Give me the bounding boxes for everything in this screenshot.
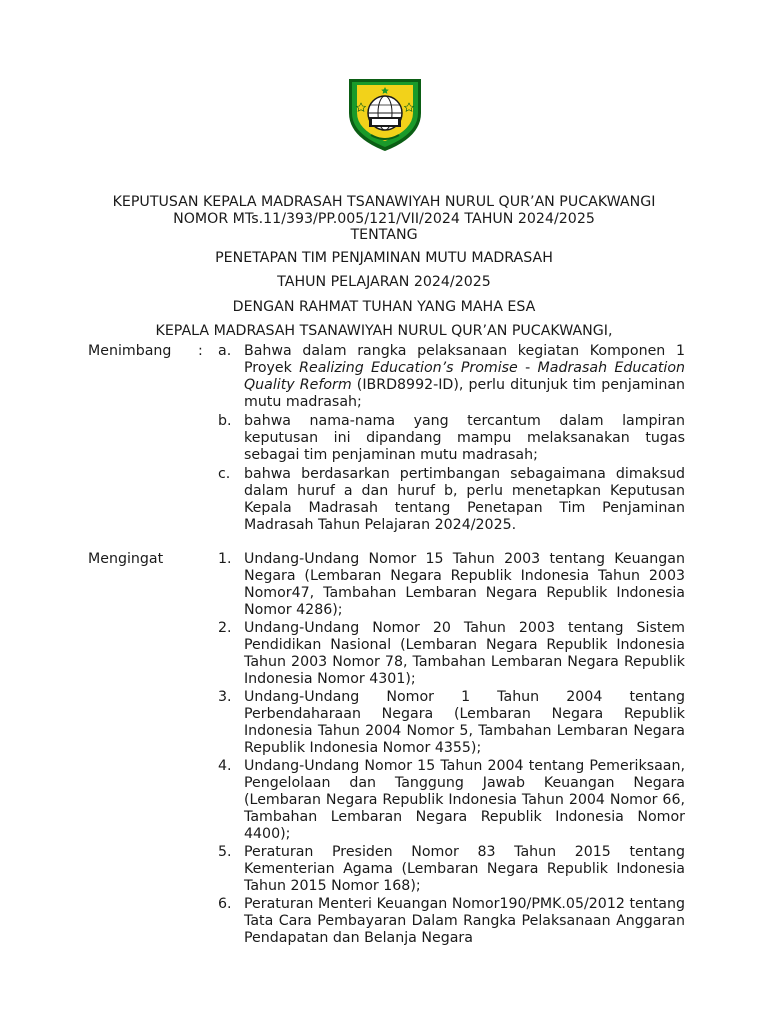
- mengingat-item-2: [0, 620, 768, 688]
- item-text: Peraturan Presiden Nomor 83 Tahun 2015 tentang Kementerian Agama (Lembaran Negara Republik Indonesia Tahun 2015 Nomor 168);: [244, 844, 685, 894]
- item-number: 5.: [218, 844, 232, 860]
- item-marker: a.: [218, 343, 232, 359]
- menimbang-label: Menimbang: [88, 343, 172, 359]
- decree-body: [0, 343, 768, 948]
- menimbang-item-a: [0, 343, 768, 411]
- academic-year: TAHUN PELAJARAN 2024/2025: [277, 274, 491, 290]
- invocation: DENGAN RAHMAT TUHAN YANG MAHA ESA: [232, 298, 536, 315]
- mengingat-item-3: [0, 689, 768, 757]
- item-marker: b.: [218, 413, 232, 429]
- project-subtitle: Madrasah Education Quality Reform: [244, 360, 685, 393]
- decree-number: NOMOR MTs.11/393/PP.005/121/VII/2024 TAHUN 2024/2025: [173, 210, 595, 227]
- item-text: Bahwa dalam rangka pelaksanaan kegiatan Komponen 1 Proyek Realizing Education’s Promise - Madrasah Education Quality Reform (IBRD8992-ID), perlu ditunjuk tim penjaminan mutu madrasah;: [244, 343, 686, 410]
- decree-header: [60, 194, 708, 340]
- menimbang-colon: :: [198, 343, 203, 359]
- mengingat-item-4: [0, 758, 768, 843]
- item-number: 4.: [218, 758, 232, 774]
- item-number: 6.: [218, 896, 232, 912]
- item-text: Undang-Undang Nomor 15 Tahun 2004 tentang Pemeriksaan, Pengelolaan dan Tanggung Jawab Keuangan Negara (Lembaran Negara Republik Indonesia Tahun 2004 Nomor 66, Tambahan Lembaran Negara Republik Indonesia Nomor 4400);: [244, 758, 685, 842]
- menimbang-item-b: [0, 413, 768, 464]
- issuer-title: KEPALA MADRASAH TSANAWIYAH NURUL QUR’AN PUCAKWANGI,: [155, 323, 613, 339]
- item-text: Undang-Undang Nomor 1 Tahun 2004 tentang Perbendaharaan Negara (Lembaran Negara Republik Indonesia Tahun 2004 Nomor 5, Tambahan Lembaran Negara Republik Indonesia Nomor 4355);: [244, 689, 685, 756]
- mengingat-section: [0, 551, 768, 947]
- decree-subject: PENETAPAN TIM PENJAMINAN MUTU MADRASAH: [215, 249, 553, 266]
- item-text: Undang-Undang Nomor 15 Tahun 2003 tentang Keuangan Negara (Lembaran Negara Republik Indonesia Tahun 2003 Nomor47, Tambahan Lembaran Negara Republik Indonesia Nomor 4286);: [244, 551, 685, 618]
- item-text: bahwa nama-nama yang tercantum dalam lampiran keputusan ini dipandang mampu melaksanakan tugas sebagai tim penjaminan mutu madrasah;: [244, 413, 685, 463]
- menimbang-section: [0, 343, 768, 534]
- project-name: Realizing Education’s Promise: [299, 360, 518, 376]
- menimbang-item-c: [0, 466, 768, 534]
- item-text: Peraturan Menteri Keuangan Nomor190/PMK.05/2012 tentang Tata Cara Pembayaran Dalam Rangka Pelaksanaan Anggaran Pendapatan dan Belanja Negara: [244, 896, 685, 946]
- item-number: 3.: [218, 689, 232, 705]
- decree-title: KEPUTUSAN KEPALA MADRASAH TSANAWIYAH NURUL QUR’AN PUCAKWANGI: [112, 194, 656, 210]
- item-text: Undang-Undang Nomor 20 Tahun 2003 tentang Sistem Pendidikan Nasional (Lembaran Negara Republik Indonesia Tahun 2003 Nomor 78, Tambahan Lembaran Negara Republik Indonesia Nomor 4301);: [244, 620, 685, 687]
- mengingat-label: Mengingat: [88, 551, 164, 567]
- item-number: 1.: [218, 551, 232, 567]
- mengingat-item-5: [0, 844, 768, 895]
- item-text: bahwa berdasarkan pertimbangan sebagaimana dimaksud dalam huruf a dan huruf b, perlu menetapkan Keputusan Kepala Madrasah tentang Penetapan Tim Penjaminan Madrasah Tahun Pelajaran 2024/2025.: [244, 466, 685, 533]
- mengingat-item-1: [0, 551, 768, 619]
- mengingat-item-6: [0, 896, 768, 947]
- tentang-label: TENTANG: [350, 227, 418, 243]
- item-number: 2.: [218, 620, 232, 636]
- madrasah-logo: [343, 73, 427, 153]
- item-marker: c.: [218, 466, 231, 482]
